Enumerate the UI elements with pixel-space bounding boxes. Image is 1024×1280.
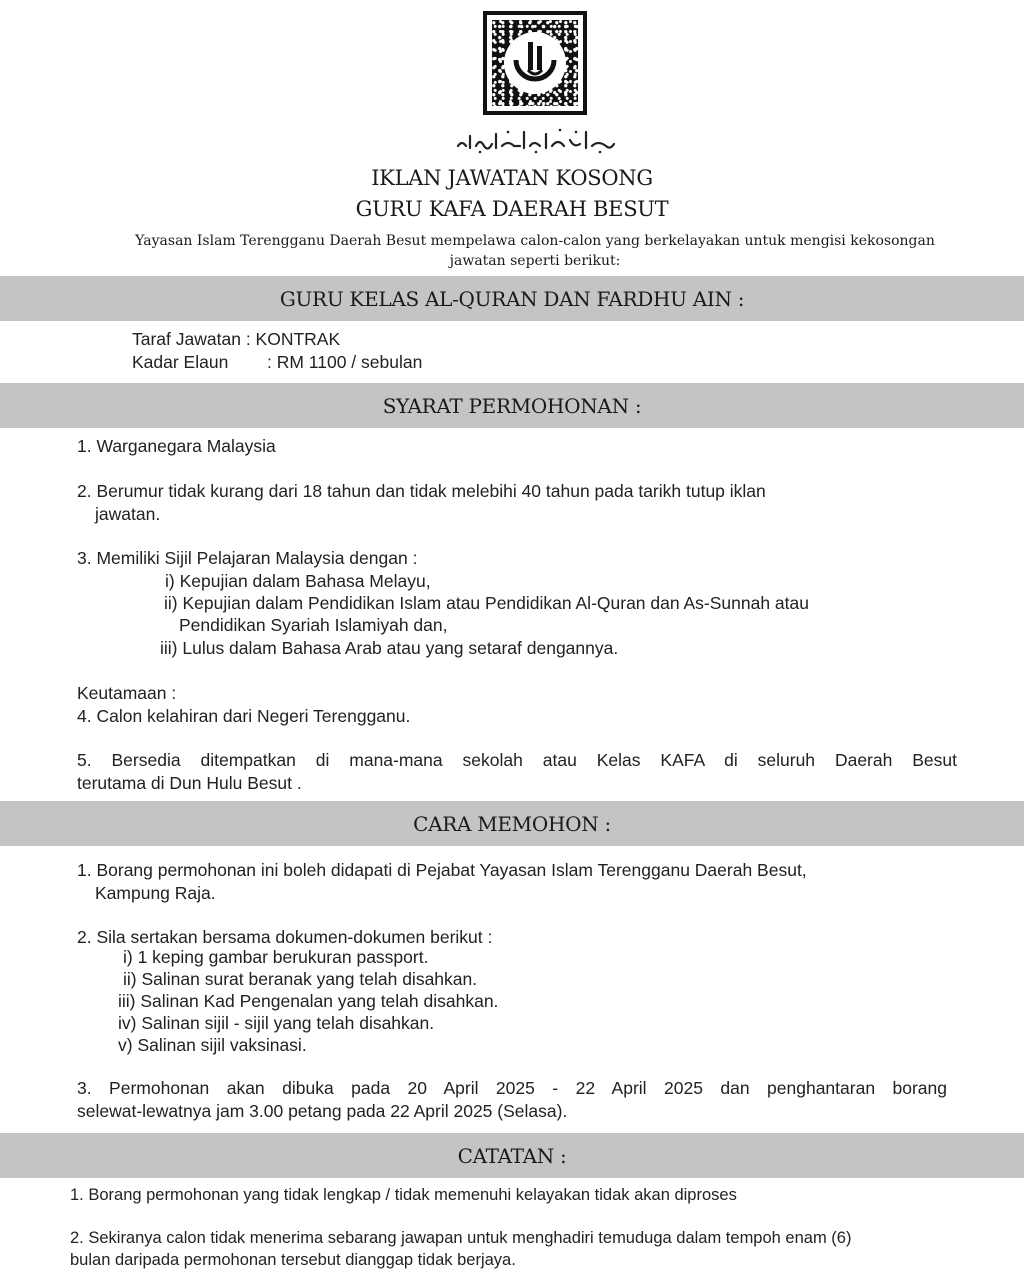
requirement-item-5-line-2: terutama di Dun Hulu Besut . [77, 773, 302, 793]
note-item-1: 1. Borang permohonan yang tidak lengkap / tidak memenuhi kelayakan tidak akan diproses [70, 1186, 737, 1204]
note-item-2-line-2: bulan daripada permohonan tersebut dianggap tidak berjaya. [70, 1251, 516, 1269]
apply-item-3-line-1: 3. Permohonan akan dibuka pada 20 April 2025 - 22 April 2025 dan penghantaran borang [77, 1078, 947, 1098]
organization-logo [483, 11, 587, 115]
logo-pattern [492, 20, 578, 106]
allowance-value: : RM 1100 / sebulan [267, 352, 423, 372]
emblem-icon [504, 32, 566, 94]
allowance-label: Kadar Elaun [132, 352, 229, 372]
section-heading-requirements: SYARAT PERMOHONAN : [0, 383, 1024, 428]
page-subtitle: GURU KAFA DAERAH BESUT [355, 197, 669, 221]
apply-item-2-sub-4: iv) Salinan sijil - sijil yang telah disahkan. [118, 1013, 435, 1033]
requirement-item-3-sub-2: ii) Kepujian dalam Pendidikan Islam atau Pendidikan Al-Quran dan As-Sunnah atau [164, 593, 809, 613]
job-status-value: : KONTRAK [245, 329, 341, 349]
section-heading-position: GURU KELAS AL-QURAN DAN FARDHU AIN : [0, 276, 1024, 321]
section-heading-how-to-apply: CARA MEMOHON : [0, 801, 1024, 846]
section-heading-notes: CATATAN : [0, 1133, 1024, 1178]
apply-item-2-sub-5: v) Salinan sijil vaksinasi. [118, 1035, 307, 1055]
apply-item-1-line-1: 1. Borang permohonan ini boleh didapati di Pejabat Yayasan Islam Terengganu Daerah Besut, [77, 860, 807, 880]
job-info [132, 328, 422, 374]
apply-item-2-sub-3: iii) Salinan Kad Pengenalan yang telah disahkan. [118, 991, 499, 1011]
page-title: IKLAN JAWATAN KOSONG [371, 166, 653, 190]
apply-item-2-sub-1: i) 1 keping gambar berukuran passport. [123, 947, 429, 967]
apply-item-1-line-2: Kampung Raja. [95, 883, 216, 903]
requirement-item-2-line-1: 2. Berumur tidak kurang dari 18 tahun dan tidak melebihi 40 tahun pada tarikh tutup iklan [77, 481, 766, 501]
intro-text: Yayasan Islam Terengganu Daerah Besut mempelawa calon-calon yang berkelayakan untuk mengisi kekosongan jawatan seperti berikut: [135, 233, 935, 269]
job-status-label: Taraf Jawatan [132, 329, 241, 349]
requirement-item-2-line-2: jawatan. [95, 504, 161, 524]
apply-item-3-line-2: selewat-lewatnya jam 3.00 petang pada 22 April 2025 (Selasa). [77, 1101, 568, 1121]
requirement-item-3-sub-3: iii) Lulus dalam Bahasa Arab atau yang setaraf dengannya. [160, 638, 619, 658]
requirement-item-3: 3. Memiliki Sijil Pelajaran Malaysia dengan : [77, 548, 418, 568]
allowance-row [132, 351, 422, 374]
apply-item-2-sub-2: ii) Salinan surat beranak yang telah disahkan. [123, 969, 478, 989]
note-item-2-line-1: 2. Sekiranya calon tidak menerima sebarang jawapan untuk menghadiri temuduga dalam tempoh enam (6) [70, 1229, 852, 1247]
requirement-item-3-sub-1: i) Kepujian dalam Bahasa Melayu, [165, 571, 431, 591]
jawi-calligraphy-icon [450, 118, 620, 158]
requirement-item-1: 1. Warganegara Malaysia [77, 436, 276, 456]
priority-label: Keutamaan : [77, 683, 177, 703]
requirement-item-5-line-1: 5. Bersedia ditempatkan di mana-mana sekolah atau Kelas KAFA di seluruh Daerah Besut [77, 750, 957, 770]
job-status-row [132, 328, 422, 351]
requirement-item-3-sub-2-cont: Pendidikan Syariah Islamiyah dan, [179, 615, 448, 635]
requirement-item-4: 4. Calon kelahiran dari Negeri Terengganu. [77, 706, 411, 726]
apply-item-2: 2. Sila sertakan bersama dokumen-dokumen berikut : [77, 927, 493, 947]
